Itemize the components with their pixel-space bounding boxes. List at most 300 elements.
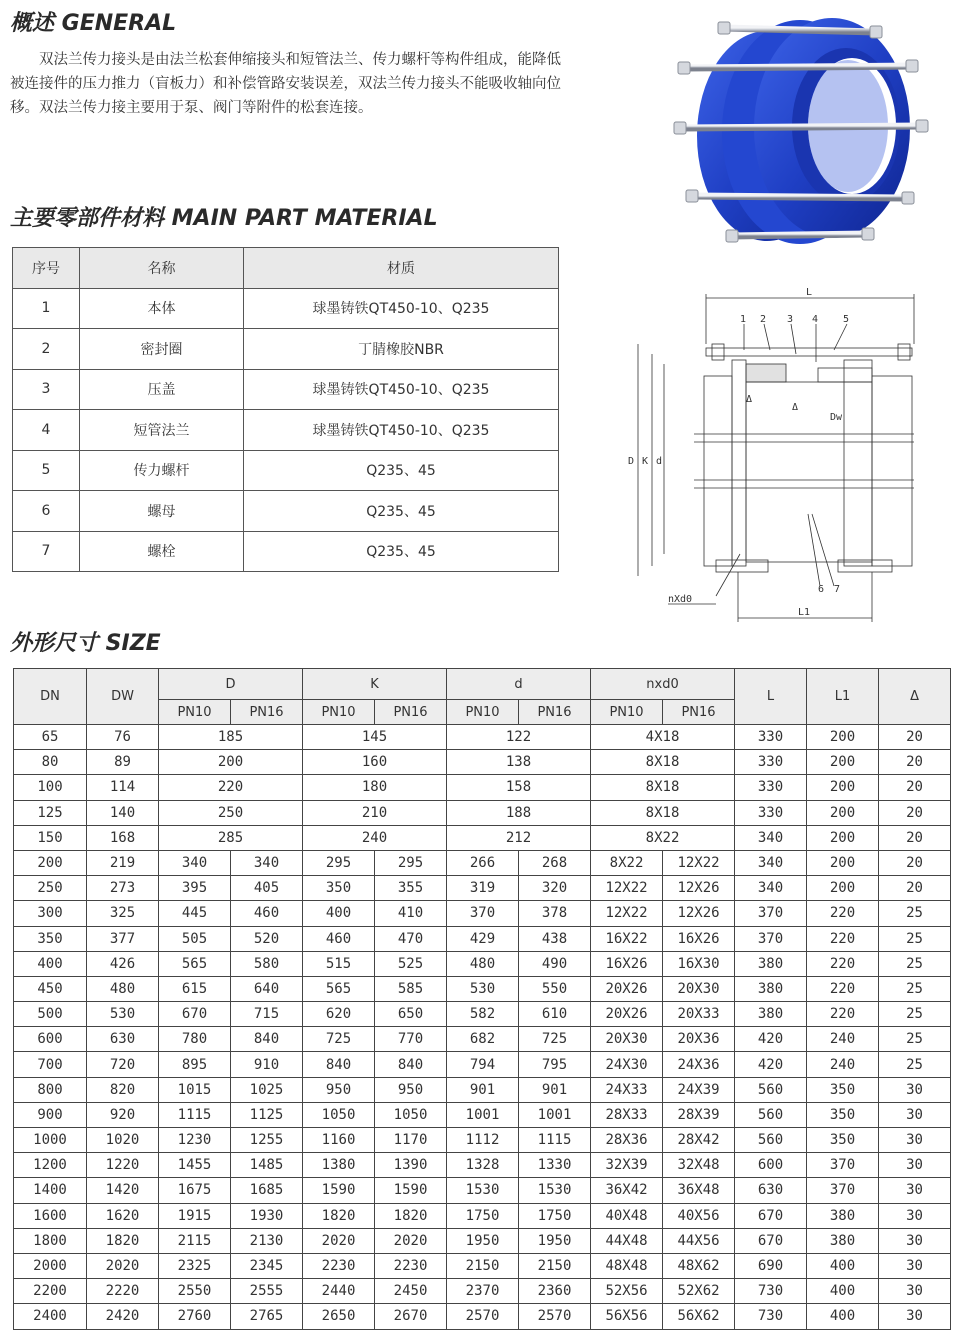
size-cell: 268 [519, 850, 591, 875]
header-pn10: PN10 [447, 700, 519, 725]
dim-L1-label: L1 [798, 607, 811, 618]
header-part-name: 名称 [80, 248, 244, 289]
size-cell: 160 [303, 750, 447, 775]
size-cell: 2325 [159, 1253, 231, 1278]
size-cell: 12X22 [591, 876, 663, 901]
size-cell: 770 [375, 1027, 447, 1052]
size-cell: 520 [231, 926, 303, 951]
size-cell: 350 [807, 1102, 879, 1127]
size-cell: 530 [447, 976, 519, 1001]
size-cell: 220 [159, 775, 303, 800]
size-cell: 25 [879, 976, 951, 1001]
size-cell: 610 [519, 1002, 591, 1027]
size-cell: 25 [879, 1027, 951, 1052]
size-cell: 690 [735, 1253, 807, 1278]
size-cell: 185 [159, 725, 303, 750]
size-cell: 615 [159, 976, 231, 1001]
size-cell: 240 [807, 1027, 879, 1052]
size-row [14, 1203, 951, 1228]
size-cell: 2765 [231, 1304, 303, 1329]
size-cell: 28X39 [663, 1102, 735, 1127]
size-cell: 438 [519, 926, 591, 951]
size-cell: 16X22 [591, 926, 663, 951]
size-cell: 505 [159, 926, 231, 951]
size-cell: 1590 [375, 1178, 447, 1203]
size-cell: 330 [735, 775, 807, 800]
size-cell: 25 [879, 1052, 951, 1077]
header-pn10: PN10 [591, 700, 663, 725]
size-cell: 340 [735, 825, 807, 850]
size-cell: 200 [807, 825, 879, 850]
size-cell: 200 [807, 800, 879, 825]
size-cell: 400 [807, 1279, 879, 1304]
size-cell: 138 [447, 750, 591, 775]
size-cell: 12X26 [663, 876, 735, 901]
header-index: 序号 [13, 248, 80, 289]
material-cell-index: 3 [13, 369, 80, 410]
size-cell: 1950 [519, 1228, 591, 1253]
size-cell: 240 [303, 825, 447, 850]
size-cell: 2670 [375, 1304, 447, 1329]
size-cell: 12X22 [591, 901, 663, 926]
size-cell: 355 [375, 876, 447, 901]
size-cell: 650 [375, 1002, 447, 1027]
header-pn10: PN10 [303, 700, 375, 725]
size-cell: 2020 [375, 1228, 447, 1253]
size-cell: 200 [807, 750, 879, 775]
size-cell: 560 [735, 1102, 807, 1127]
size-cell: 20X26 [591, 1002, 663, 1027]
size-cell: 400 [807, 1304, 879, 1329]
size-cell: 2420 [87, 1304, 159, 1329]
size-cell: 470 [375, 926, 447, 951]
material-row [13, 531, 559, 572]
size-cell: 340 [231, 850, 303, 875]
size-cell: 24X33 [591, 1077, 663, 1102]
size-row [14, 976, 951, 1001]
material-cell-material: 球墨铸铁QT450-10、Q235 [244, 288, 559, 329]
size-cell: 1675 [159, 1178, 231, 1203]
size-cell: 350 [807, 1128, 879, 1153]
size-cell: 670 [159, 1002, 231, 1027]
size-cell: 180 [303, 775, 447, 800]
size-cell: 220 [807, 926, 879, 951]
header-delta: Δ [879, 669, 951, 725]
size-cell: 1115 [519, 1128, 591, 1153]
size-cell: 25 [879, 951, 951, 976]
size-cell: 725 [303, 1027, 375, 1052]
size-cell: 550 [519, 976, 591, 1001]
material-cell-part-name: 螺母 [80, 491, 244, 532]
size-cell: 1400 [14, 1178, 87, 1203]
material-cell-part-name: 螺栓 [80, 531, 244, 572]
size-cell: 405 [231, 876, 303, 901]
size-cell: 400 [807, 1253, 879, 1278]
size-cell: 445 [159, 901, 231, 926]
size-cell: 582 [447, 1002, 519, 1027]
section-title-material: 主要零部件材料 MAIN PART MATERIAL [10, 206, 438, 231]
material-row [13, 450, 559, 491]
size-cell: 12X22 [663, 850, 735, 875]
size-cell: 794 [447, 1052, 519, 1077]
size-cell: 30 [879, 1228, 951, 1253]
size-cell: 500 [14, 1002, 87, 1027]
material-cell-part-name: 传力螺杆 [80, 450, 244, 491]
size-row [14, 1228, 951, 1253]
size-cell: 1420 [87, 1178, 159, 1203]
size-cell: 400 [303, 901, 375, 926]
size-cell: 2115 [159, 1228, 231, 1253]
material-table [12, 247, 559, 572]
size-cell: 30 [879, 1253, 951, 1278]
size-cell: 840 [375, 1052, 447, 1077]
size-cell: 2345 [231, 1253, 303, 1278]
part-number-1: 1 [740, 314, 747, 325]
size-row [14, 850, 951, 875]
size-cell: 420 [735, 1027, 807, 1052]
size-cell: 330 [735, 750, 807, 775]
material-cell-material: 球墨铸铁QT450-10、Q235 [244, 369, 559, 410]
size-cell: 1950 [447, 1228, 519, 1253]
size-cell: 910 [231, 1052, 303, 1077]
header-pn10: PN10 [159, 700, 231, 725]
size-cell: 730 [735, 1304, 807, 1329]
size-cell: 370 [807, 1153, 879, 1178]
size-cell: 2000 [14, 1253, 87, 1278]
size-cell: 1015 [159, 1077, 231, 1102]
size-cell: 319 [447, 876, 519, 901]
size-row [14, 775, 951, 800]
size-cell: 2650 [303, 1304, 375, 1329]
size-cell: 30 [879, 1279, 951, 1304]
size-cell: 426 [87, 951, 159, 976]
size-cell: 2555 [231, 1279, 303, 1304]
size-cell: 1820 [87, 1228, 159, 1253]
section-title-general: 概述 GENERAL [10, 11, 177, 36]
size-cell: 158 [447, 775, 591, 800]
size-cell: 560 [735, 1077, 807, 1102]
size-cell: 1020 [87, 1128, 159, 1153]
size-cell: 2020 [87, 1253, 159, 1278]
size-cell: 25 [879, 1002, 951, 1027]
size-cell: 36X42 [591, 1178, 663, 1203]
size-cell: 2400 [14, 1304, 87, 1329]
size-cell: 100 [14, 775, 87, 800]
size-cell: 16X26 [663, 926, 735, 951]
size-cell: 2450 [375, 1279, 447, 1304]
size-cell: 895 [159, 1052, 231, 1077]
size-row [14, 876, 951, 901]
material-cell-index: 2 [13, 329, 80, 370]
size-cell: 1530 [519, 1178, 591, 1203]
size-cell: 670 [735, 1203, 807, 1228]
header-dn: DN [14, 669, 87, 725]
size-cell: 80 [14, 750, 87, 775]
size-row [14, 1178, 951, 1203]
size-cell: 1930 [231, 1203, 303, 1228]
size-cell: 2570 [447, 1304, 519, 1329]
size-cell: 1220 [87, 1153, 159, 1178]
material-row [13, 410, 559, 451]
size-cell: 32X48 [663, 1153, 735, 1178]
size-cell: 20 [879, 775, 951, 800]
size-cell: 25 [879, 901, 951, 926]
dim-L-label: L [806, 287, 813, 298]
size-cell: 8X18 [591, 750, 735, 775]
size-cell: 1230 [159, 1128, 231, 1153]
size-cell: 1330 [519, 1153, 591, 1178]
size-cell: 44X56 [663, 1228, 735, 1253]
size-cell: 840 [231, 1027, 303, 1052]
size-cell: 30 [879, 1077, 951, 1102]
size-cell: 1380 [303, 1153, 375, 1178]
material-cell-part-name: 本体 [80, 288, 244, 329]
size-cell: 20X30 [591, 1027, 663, 1052]
size-cell: 380 [735, 1002, 807, 1027]
size-cell: 330 [735, 800, 807, 825]
size-cell: 2230 [375, 1253, 447, 1278]
size-cell: 2130 [231, 1228, 303, 1253]
size-cell: 1455 [159, 1153, 231, 1178]
size-cell: 630 [735, 1178, 807, 1203]
material-row [13, 329, 559, 370]
dim-D-label: D [628, 456, 635, 467]
size-cell: 28X33 [591, 1102, 663, 1127]
size-cell: 4X18 [591, 725, 735, 750]
size-cell: 285 [159, 825, 303, 850]
material-header-row [13, 248, 559, 289]
header-d: d [447, 669, 591, 700]
size-cell: 1485 [231, 1153, 303, 1178]
size-cell: 20X30 [663, 976, 735, 1001]
size-cell: 2440 [303, 1279, 375, 1304]
dim-d-label: d [656, 456, 663, 467]
dim-K-label: K [642, 456, 649, 467]
size-row [14, 1027, 951, 1052]
size-cell: 1328 [447, 1153, 519, 1178]
header-dw: DW [87, 669, 159, 725]
size-cell: 220 [807, 1002, 879, 1027]
size-cell: 28X36 [591, 1128, 663, 1153]
size-cell: 380 [807, 1228, 879, 1253]
size-table [13, 668, 951, 1330]
size-row [14, 1304, 951, 1329]
size-cell: 2200 [14, 1279, 87, 1304]
size-cell: 585 [375, 976, 447, 1001]
size-cell: 530 [87, 1002, 159, 1027]
dim-Dw-label: Dw [830, 412, 843, 423]
size-cell: 8X18 [591, 800, 735, 825]
size-cell: 395 [159, 876, 231, 901]
size-cell: 16X30 [663, 951, 735, 976]
size-cell: 56X56 [591, 1304, 663, 1329]
size-cell: 65 [14, 725, 87, 750]
size-cell: 30 [879, 1203, 951, 1228]
header-nxd0: nxd0 [591, 669, 735, 700]
header-D: D [159, 669, 303, 700]
size-row [14, 901, 951, 926]
size-cell: 188 [447, 800, 591, 825]
size-cell: 525 [375, 951, 447, 976]
size-cell: 377 [87, 926, 159, 951]
material-row [13, 369, 559, 410]
part-number-3: 3 [787, 314, 794, 325]
size-cell: 1390 [375, 1153, 447, 1178]
material-cell-material: 丁腈橡胶NBR [244, 329, 559, 370]
size-cell: 420 [735, 1052, 807, 1077]
size-cell: 480 [87, 976, 159, 1001]
size-cell: 565 [159, 951, 231, 976]
delta-label-2: Δ [792, 402, 799, 413]
size-cell: 200 [807, 775, 879, 800]
size-row [14, 825, 951, 850]
size-cell: 901 [519, 1077, 591, 1102]
size-cell: 920 [87, 1102, 159, 1127]
size-cell: 380 [735, 976, 807, 1001]
material-cell-index: 7 [13, 531, 80, 572]
size-cell: 1170 [375, 1128, 447, 1153]
size-cell: 114 [87, 775, 159, 800]
size-cell: 48X48 [591, 1253, 663, 1278]
size-cell: 168 [87, 825, 159, 850]
size-cell: 273 [87, 876, 159, 901]
size-cell: 1915 [159, 1203, 231, 1228]
size-cell: 410 [375, 901, 447, 926]
size-cell: 600 [735, 1153, 807, 1178]
size-cell: 370 [807, 1178, 879, 1203]
technical-drawing [620, 284, 920, 624]
size-cell: 48X62 [663, 1253, 735, 1278]
size-cell: 8X22 [591, 850, 663, 875]
size-cell: 325 [87, 901, 159, 926]
size-cell: 640 [231, 976, 303, 1001]
size-cell: 560 [735, 1128, 807, 1153]
material-cell-material: Q235、45 [244, 531, 559, 572]
size-cell: 220 [807, 951, 879, 976]
size-cell: 30 [879, 1153, 951, 1178]
material-cell-index: 6 [13, 491, 80, 532]
material-cell-part-name: 压盖 [80, 369, 244, 410]
size-cell: 950 [303, 1077, 375, 1102]
size-cell: 219 [87, 850, 159, 875]
size-cell: 630 [87, 1027, 159, 1052]
size-cell: 2570 [519, 1304, 591, 1329]
size-cell: 1125 [231, 1102, 303, 1127]
size-cell: 20X36 [663, 1027, 735, 1052]
size-cell: 725 [519, 1027, 591, 1052]
size-cell: 295 [375, 850, 447, 875]
size-cell: 210 [303, 800, 447, 825]
size-cell: 240 [807, 1052, 879, 1077]
material-cell-index: 5 [13, 450, 80, 491]
size-cell: 1001 [519, 1102, 591, 1127]
size-cell: 600 [14, 1027, 87, 1052]
size-cell: 460 [303, 926, 375, 951]
size-cell: 200 [159, 750, 303, 775]
size-cell: 380 [735, 951, 807, 976]
size-cell: 1050 [375, 1102, 447, 1127]
size-cell: 125 [14, 800, 87, 825]
size-cell: 32X39 [591, 1153, 663, 1178]
size-cell: 840 [303, 1052, 375, 1077]
size-cell: 1160 [303, 1128, 375, 1153]
size-row [14, 1002, 951, 1027]
size-cell: 2230 [303, 1253, 375, 1278]
size-cell: 670 [735, 1228, 807, 1253]
size-cell: 350 [303, 876, 375, 901]
material-cell-material: 球墨铸铁QT450-10、Q235 [244, 410, 559, 451]
size-cell: 378 [519, 901, 591, 926]
size-cell: 145 [303, 725, 447, 750]
size-cell: 700 [14, 1052, 87, 1077]
size-cell: 1255 [231, 1128, 303, 1153]
size-cell: 20 [879, 876, 951, 901]
header-K: K [303, 669, 447, 700]
size-cell: 24X36 [663, 1052, 735, 1077]
size-cell: 720 [87, 1052, 159, 1077]
size-cell: 20X26 [591, 976, 663, 1001]
size-cell: 320 [519, 876, 591, 901]
size-cell: 36X48 [663, 1178, 735, 1203]
size-row [14, 750, 951, 775]
size-cell: 16X26 [591, 951, 663, 976]
size-cell: 901 [447, 1077, 519, 1102]
size-row [14, 725, 951, 750]
size-cell: 1200 [14, 1153, 87, 1178]
size-cell: 12X26 [663, 901, 735, 926]
header-pn16: PN16 [519, 700, 591, 725]
size-cell: 200 [807, 850, 879, 875]
size-cell: 340 [735, 850, 807, 875]
material-cell-material: Q235、45 [244, 491, 559, 532]
size-cell: 780 [159, 1027, 231, 1052]
size-cell: 200 [14, 850, 87, 875]
header-L: L [735, 669, 807, 725]
size-row [14, 951, 951, 976]
material-row [13, 491, 559, 532]
size-cell: 350 [14, 926, 87, 951]
size-cell: 429 [447, 926, 519, 951]
size-cell: 20 [879, 825, 951, 850]
size-cell: 580 [231, 951, 303, 976]
size-cell: 24X39 [663, 1077, 735, 1102]
size-cell: 24X30 [591, 1052, 663, 1077]
size-cell: 900 [14, 1102, 87, 1127]
size-cell: 795 [519, 1052, 591, 1077]
dim-nxd0-label: nXd0 [668, 594, 693, 605]
size-cell: 295 [303, 850, 375, 875]
material-cell-part-name: 密封圈 [80, 329, 244, 370]
size-cell: 266 [447, 850, 519, 875]
size-cell: 1750 [447, 1203, 519, 1228]
material-cell-index: 1 [13, 288, 80, 329]
size-cell: 76 [87, 725, 159, 750]
size-cell: 370 [735, 901, 807, 926]
size-cell: 150 [14, 825, 87, 850]
size-cell: 2360 [519, 1279, 591, 1304]
size-cell: 212 [447, 825, 591, 850]
size-cell: 20 [879, 800, 951, 825]
size-cell: 250 [159, 800, 303, 825]
size-cell: 44X48 [591, 1228, 663, 1253]
size-row [14, 1253, 951, 1278]
size-cell: 28X42 [663, 1128, 735, 1153]
material-row [13, 288, 559, 329]
size-cell: 200 [807, 876, 879, 901]
material-cell-part-name: 短管法兰 [80, 410, 244, 451]
size-cell: 1620 [87, 1203, 159, 1228]
size-cell: 30 [879, 1178, 951, 1203]
